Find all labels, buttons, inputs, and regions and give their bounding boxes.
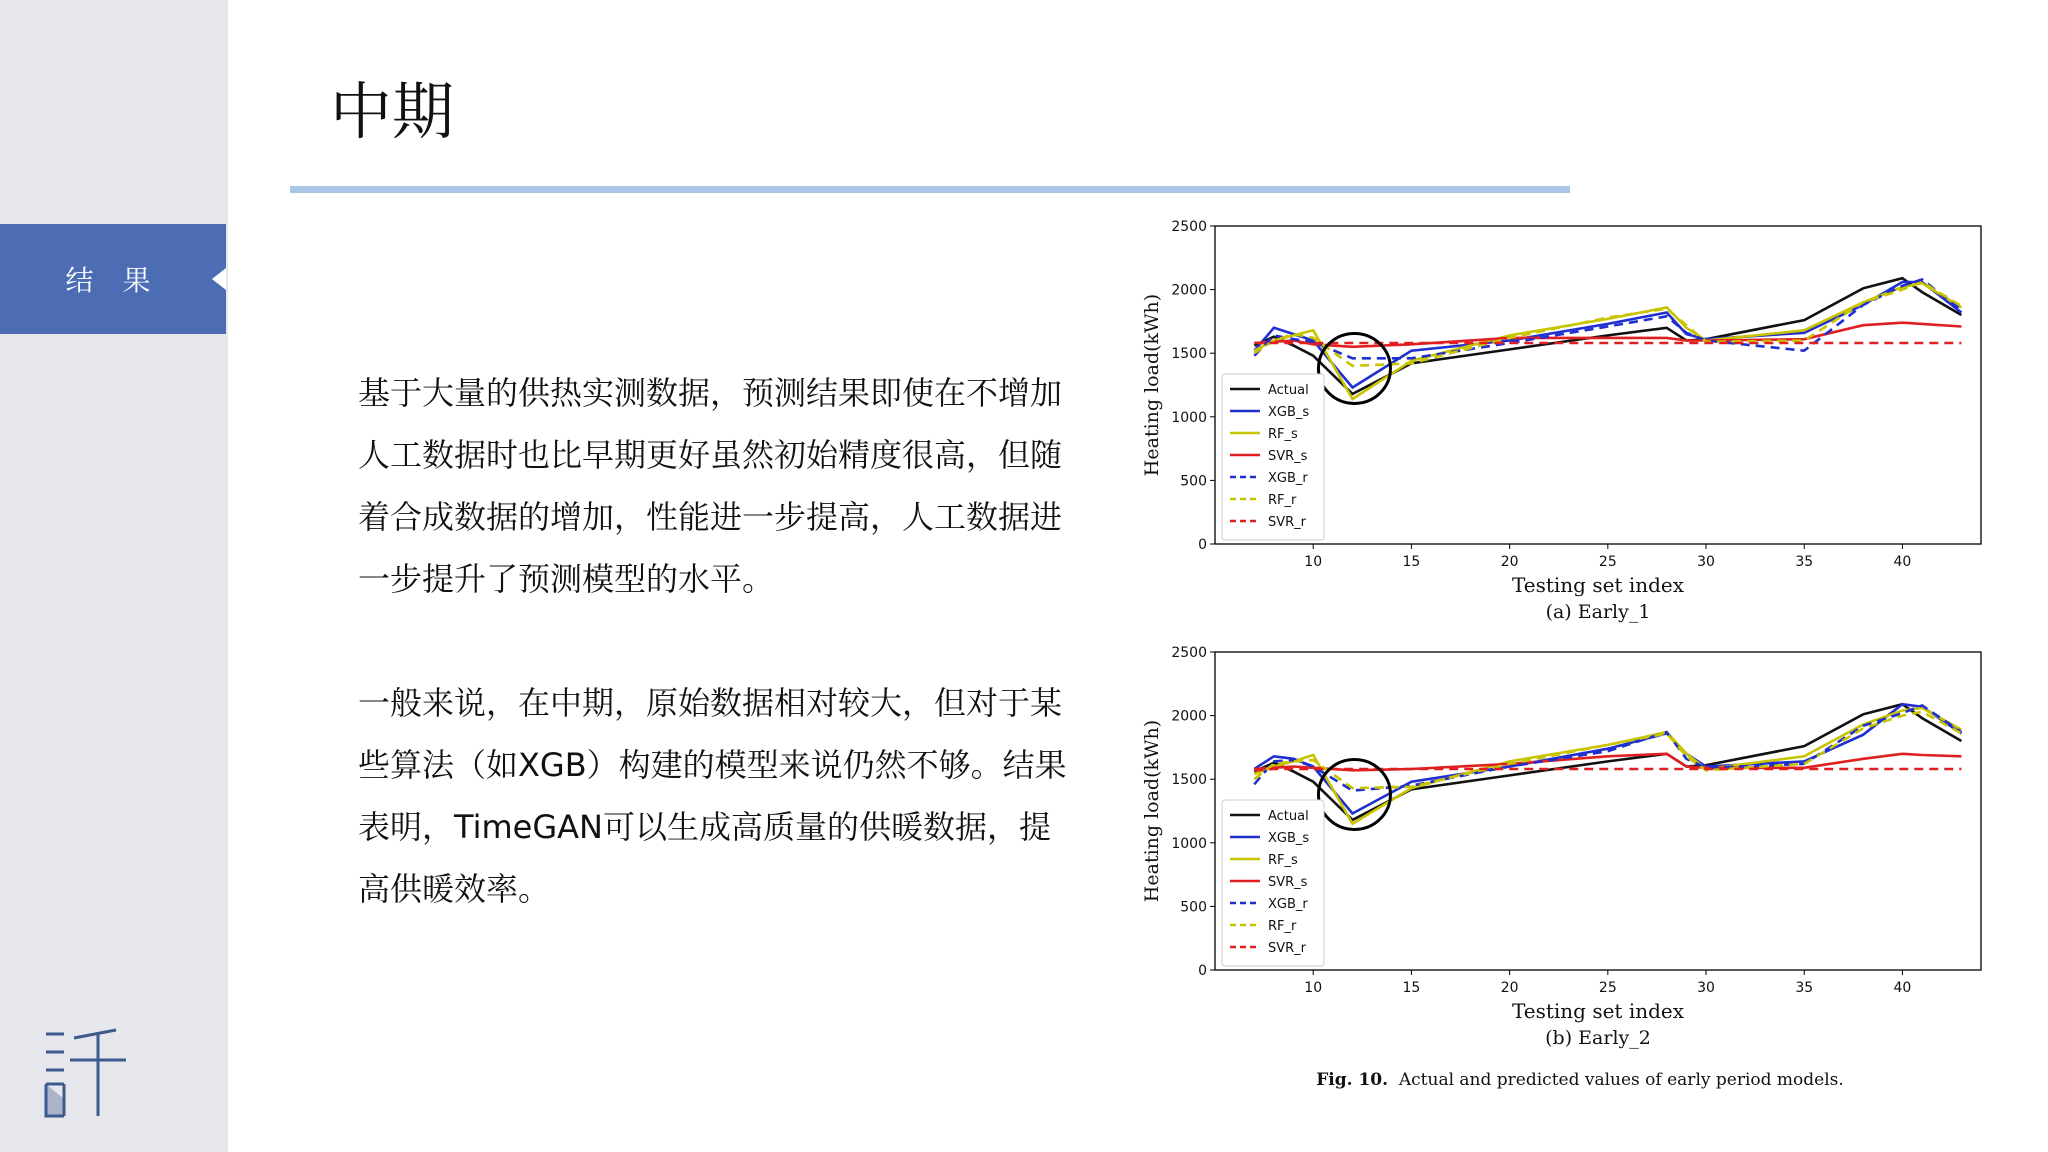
- legend-label: XGB_s: [1268, 831, 1310, 846]
- y-tick-label: 2000: [1171, 282, 1207, 299]
- nav-tab-results[interactable]: [0, 224, 226, 334]
- x-tick-label: 10: [1304, 980, 1323, 996]
- y-tick-label: 500: [1180, 899, 1207, 916]
- chart-subtitle: (a) Early_1: [1545, 601, 1651, 623]
- legend-label: XGB_r: [1268, 897, 1308, 912]
- x-tick-label: 25: [1598, 554, 1617, 570]
- legend-label: RF_r: [1268, 919, 1297, 934]
- x-tick-label: 35: [1795, 554, 1814, 570]
- paragraph-1: 基于大量的供热实测数据，预测结果即使在不增加人工数据时也比早期更好虽然初始精度很高，但随着合成数据的增加，性能进一步提高，人工数据进一步提升了预测模型的水平。: [358, 374, 1063, 598]
- series-line-rf-s: [1254, 708, 1961, 824]
- x-tick-label: 30: [1697, 554, 1715, 570]
- legend-label: SVR_r: [1268, 941, 1307, 956]
- series-line-actual: [1254, 704, 1961, 820]
- chart-subtitle: (b) Early_2: [1545, 1027, 1651, 1049]
- y-tick-label: 0: [1198, 537, 1207, 553]
- figure-caption: [1190, 1070, 1970, 1090]
- x-tick-label: 35: [1795, 980, 1814, 996]
- x-tick-label: 20: [1500, 980, 1519, 996]
- legend-label: SVR_s: [1268, 449, 1308, 464]
- plot-frame: [1215, 226, 1981, 544]
- x-tick-label: 40: [1893, 554, 1912, 570]
- y-tick-label: 1500: [1171, 772, 1207, 789]
- y-tick-label: 2500: [1171, 645, 1207, 661]
- x-tick-label: 10: [1304, 554, 1323, 570]
- x-axis-label: Testing set index: [1511, 573, 1685, 597]
- legend-label: Actual: [1268, 809, 1309, 824]
- y-tick-label: 2500: [1171, 219, 1207, 235]
- x-tick-label: 15: [1402, 980, 1421, 996]
- figure-text: Actual and predicted values of early period models.: [1398, 1070, 1844, 1090]
- logo-icon: [40, 1018, 130, 1118]
- chart-early-1: [1130, 206, 2010, 626]
- y-tick-label: 1000: [1171, 835, 1207, 852]
- paragraph-2: 一般来说，在中期，原始数据相对较大，但对于某些算法（如XGB）构建的模型来说仍然不够。结果表明，TimeGAN可以生成高质量的供暖数据，提高供暖效率。: [358, 684, 1067, 908]
- plot-frame: [1215, 652, 1981, 970]
- x-tick-label: 40: [1893, 980, 1912, 996]
- sidebar: [0, 0, 228, 1152]
- legend-label: XGB_r: [1268, 471, 1308, 486]
- nav-tab-label: 结 果: [65, 264, 161, 297]
- legend-label: RF_s: [1268, 853, 1298, 868]
- title-divider: [290, 186, 1570, 193]
- nav-notch: [212, 268, 226, 290]
- y-tick-label: 500: [1180, 473, 1207, 490]
- legend-label: RF_r: [1268, 493, 1297, 508]
- y-tick-label: 0: [1198, 963, 1207, 979]
- legend-label: SVR_s: [1268, 875, 1308, 890]
- x-tick-label: 15: [1402, 554, 1421, 570]
- x-tick-label: 25: [1598, 980, 1617, 996]
- legend-label: SVR_r: [1268, 515, 1307, 530]
- y-tick-label: 2000: [1171, 708, 1207, 725]
- legend-label: RF_s: [1268, 427, 1298, 442]
- series-line-svr-r: [1254, 769, 1961, 770]
- x-tick-label: 20: [1500, 554, 1519, 570]
- y-axis-label: Heating load(kWh): [1141, 293, 1163, 477]
- x-axis-label: Testing set index: [1511, 999, 1685, 1023]
- y-tick-label: 1500: [1171, 346, 1207, 363]
- legend-label: XGB_s: [1268, 405, 1310, 420]
- series-line-actual: [1254, 278, 1961, 394]
- page-title: 中期: [330, 75, 455, 148]
- legend-label: Actual: [1268, 383, 1309, 398]
- x-tick-label: 30: [1697, 980, 1715, 996]
- y-tick-label: 1000: [1171, 409, 1207, 426]
- chart-early-2: [1130, 632, 2010, 1052]
- figure-label: Fig. 10.: [1316, 1070, 1389, 1090]
- y-axis-label: Heating load(kWh): [1141, 719, 1163, 903]
